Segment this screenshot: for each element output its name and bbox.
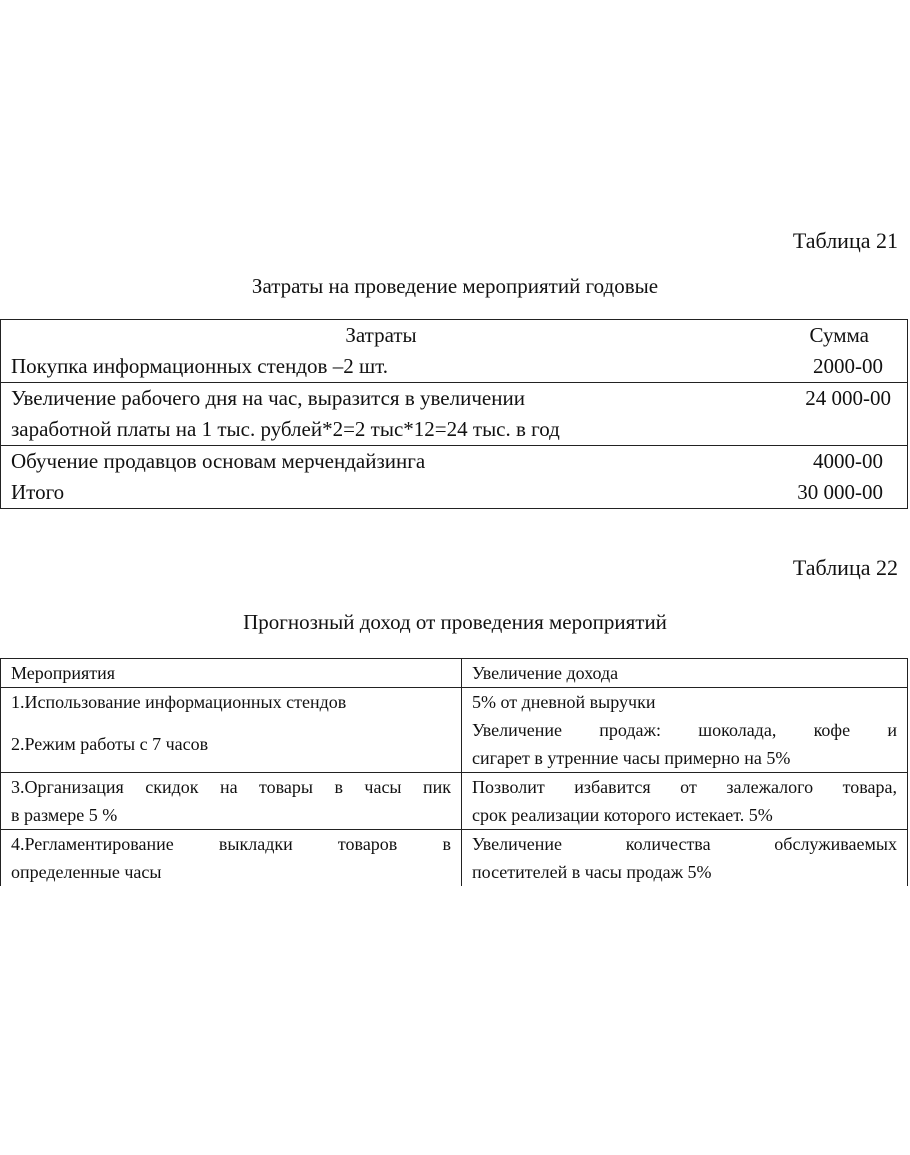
row-event-line: в размере 5 % bbox=[11, 805, 118, 825]
row-name: Итого bbox=[1, 477, 762, 509]
table22-label: Таблица 22 bbox=[792, 555, 898, 580]
row-event bbox=[1, 773, 462, 830]
row-income-line: сигарет в утренние часы примерно на 5% bbox=[472, 748, 791, 768]
table22-title: Прогнозный доход от проведения мероприятий bbox=[243, 610, 667, 634]
table-row bbox=[1, 383, 908, 446]
row-income-line: Увеличение количества обслуживаемых bbox=[472, 834, 897, 854]
row-income bbox=[462, 830, 908, 887]
header-costs: Затраты bbox=[1, 320, 762, 352]
table-row bbox=[1, 716, 908, 773]
table-row bbox=[1, 446, 908, 478]
row-sum: 30 000-00 bbox=[761, 477, 908, 509]
table-header-row bbox=[1, 659, 908, 688]
table21-label: Таблица 21 bbox=[792, 228, 898, 253]
cost-table bbox=[0, 319, 908, 509]
row-event-line: определенные часы bbox=[11, 862, 162, 882]
table-row bbox=[1, 351, 908, 383]
header-sum: Сумма bbox=[761, 320, 908, 352]
table-row bbox=[1, 688, 908, 717]
row-sum: 4000-00 bbox=[761, 446, 908, 478]
row-sum: 24 000-00 bbox=[761, 383, 908, 446]
row-income: 5% от дневной выручки bbox=[462, 688, 908, 717]
row-income bbox=[462, 773, 908, 830]
header-income: Увеличение дохода bbox=[462, 659, 908, 688]
row-income-line: Позволит избавится от залежалого товара, bbox=[472, 777, 897, 797]
row-sum: 2000-00 bbox=[761, 351, 908, 383]
row-event bbox=[1, 830, 462, 887]
table-row bbox=[1, 830, 908, 887]
row-name-line: заработной платы на 1 тыс. рублей*2=2 тыс*12=24 тыс. в год bbox=[11, 417, 560, 441]
header-events: Мероприятия bbox=[1, 659, 462, 688]
row-event: 1.Использование информационных стендов bbox=[1, 688, 462, 717]
row-name: Покупка информационных стендов –2 шт. bbox=[1, 351, 762, 383]
row-income-line: посетителей в часы продаж 5% bbox=[472, 862, 712, 882]
income-table bbox=[0, 658, 908, 886]
row-name bbox=[1, 383, 762, 446]
row-event-text: 2.Режим работы с 7 часов bbox=[11, 734, 209, 754]
row-income bbox=[462, 716, 908, 773]
row-name-line: Увеличение рабочего дня на час, выразится в увеличении bbox=[11, 386, 525, 410]
row-income-line: Увеличение продаж: шоколада, кофе и bbox=[472, 720, 897, 740]
row-income-line: срок реализации которого истекает. 5% bbox=[472, 805, 773, 825]
table-header-row bbox=[1, 320, 908, 352]
row-event bbox=[1, 716, 462, 773]
table21-title: Затраты на проведение мероприятий годовые bbox=[251, 274, 659, 298]
row-event-line: 4.Регламентирование выкладки товаров в bbox=[11, 834, 451, 854]
table-row-total bbox=[1, 477, 908, 509]
row-event-line: 3.Организация скидок на товары в часы пик bbox=[11, 777, 451, 797]
row-name: Обучение продавцов основам мерчендайзинга bbox=[1, 446, 762, 478]
table-row bbox=[1, 773, 908, 830]
